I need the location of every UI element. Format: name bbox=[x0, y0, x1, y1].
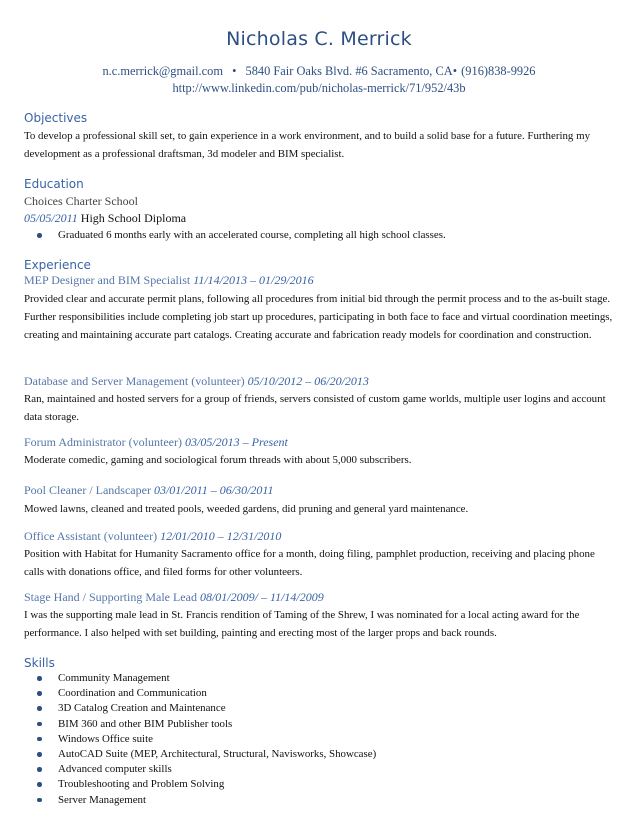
list-item: 3D Catalog Creation and Maintenance bbox=[24, 701, 376, 716]
job-description: Moderate comedic, gaming and sociological forum threads with about 5,000 subscribers. bbox=[24, 454, 412, 466]
objectives-heading: Objectives bbox=[24, 111, 88, 125]
job-title-line bbox=[24, 529, 281, 544]
list-item: Troubleshooting and Problem Solving bbox=[24, 777, 376, 792]
list-item: Community Management bbox=[24, 671, 376, 686]
list-item: Server Management bbox=[24, 793, 376, 808]
job-dates: 03/05/2013 – Present bbox=[184, 435, 288, 449]
linkedin-link[interactable]: http://www.linkedin.com/pub/nicholas-merrick/71/952/43b bbox=[172, 81, 466, 95]
skills-heading: Skills bbox=[24, 656, 55, 670]
job-title: Office Assistant (volunteer) bbox=[24, 529, 158, 543]
experience-heading: Experience bbox=[24, 258, 91, 272]
job-description: I was the supporting male lead in St. Francis rendition of Taming of the Shrew, I was nominated for a local acting award for the performance. I also helped with set building, painting and erecting most of the larger props and back rounds. bbox=[24, 609, 580, 639]
separator-bullet: • bbox=[232, 64, 237, 78]
job-title: Forum Administrator (volunteer) bbox=[24, 435, 182, 449]
job-title-line bbox=[24, 590, 324, 605]
job-title-line bbox=[24, 374, 369, 389]
job-dates: 11/14/2013 – 01/29/2016 bbox=[193, 273, 314, 287]
education-degree: High School Diploma bbox=[80, 211, 187, 225]
job-description: Position with Habitat for Humanity Sacramento office for a month, doing filing, pamphlet production, receiving and placing phone calls with donations office, and filed forms for other volunteers. bbox=[24, 548, 595, 578]
education-school: Choices Charter School bbox=[24, 194, 138, 208]
list-item: Windows Office suite bbox=[24, 732, 376, 747]
list-item: Graduated 6 months early with an accelerated course, completing all high school classes. bbox=[24, 228, 446, 243]
job-dates: 03/01/2011 – 06/30/2011 bbox=[153, 483, 274, 497]
job-dates: 08/01/2009/ – 11/14/2009 bbox=[199, 590, 324, 604]
list-item: Advanced computer skills bbox=[24, 762, 376, 777]
list-item: AutoCAD Suite (MEP, Architectural, Structural, Navisworks, Showcase) bbox=[24, 747, 376, 762]
job-title-line bbox=[24, 273, 314, 288]
email-link[interactable]: n.c.merrick@gmail.com bbox=[102, 64, 223, 78]
job-description: Ran, maintained and hosted servers for a group of friends, servers consisted of custom game worlds, multiple user logins and account data storage. bbox=[24, 393, 606, 423]
education-heading: Education bbox=[24, 177, 84, 191]
skills-list bbox=[24, 671, 376, 808]
objectives-text: To develop a professional skill set, to gain experience in a work environment, and to build a solid base for a future. Furthering my development as a professional draftsman, 3d modeler and BIM specialist. bbox=[24, 130, 591, 160]
job-title-line bbox=[24, 435, 288, 450]
job-title: Stage Hand / Supporting Male Lead bbox=[24, 590, 197, 604]
education-bullets bbox=[24, 228, 446, 243]
candidate-name: Nicholas C. Merrick bbox=[226, 28, 412, 50]
address: 5840 Fair Oaks Blvd. #6 Sacramento, CA bbox=[245, 64, 453, 78]
job-title: Pool Cleaner / Landscaper bbox=[24, 483, 151, 497]
job-title: MEP Designer and BIM Specialist bbox=[24, 273, 191, 287]
contact-line bbox=[24, 64, 614, 79]
list-item: BIM 360 and other BIM Publisher tools bbox=[24, 717, 376, 732]
job-dates: 05/10/2012 – 06/20/2013 bbox=[247, 374, 369, 388]
job-title: Database and Server Management (volunteer) bbox=[24, 374, 245, 388]
education-degree-line bbox=[24, 211, 186, 226]
list-item: Coordination and Communication bbox=[24, 686, 376, 701]
phone-number: (916)838-9926 bbox=[461, 64, 536, 78]
job-description: Provided clear and accurate permit plans, following all procedures from initial bid through the permit process and to the as-built stage. Further responsibilities include completing job start up procedures, participating in both face to face and virtual coordination meetings, creating and maintaining accurate part catalogs. Creating accurate and fabrication ready models for coordination and construction. bbox=[24, 293, 613, 341]
job-dates: 12/01/2010 – 12/31/2010 bbox=[160, 529, 282, 543]
separator-bullet: • bbox=[452, 64, 458, 78]
job-title-line bbox=[24, 483, 274, 498]
job-description: Mowed lawns, cleaned and treated pools, weeded gardens, did pruning and general yard maintenance. bbox=[24, 503, 469, 515]
education-date: 05/05/2011 bbox=[24, 211, 78, 225]
